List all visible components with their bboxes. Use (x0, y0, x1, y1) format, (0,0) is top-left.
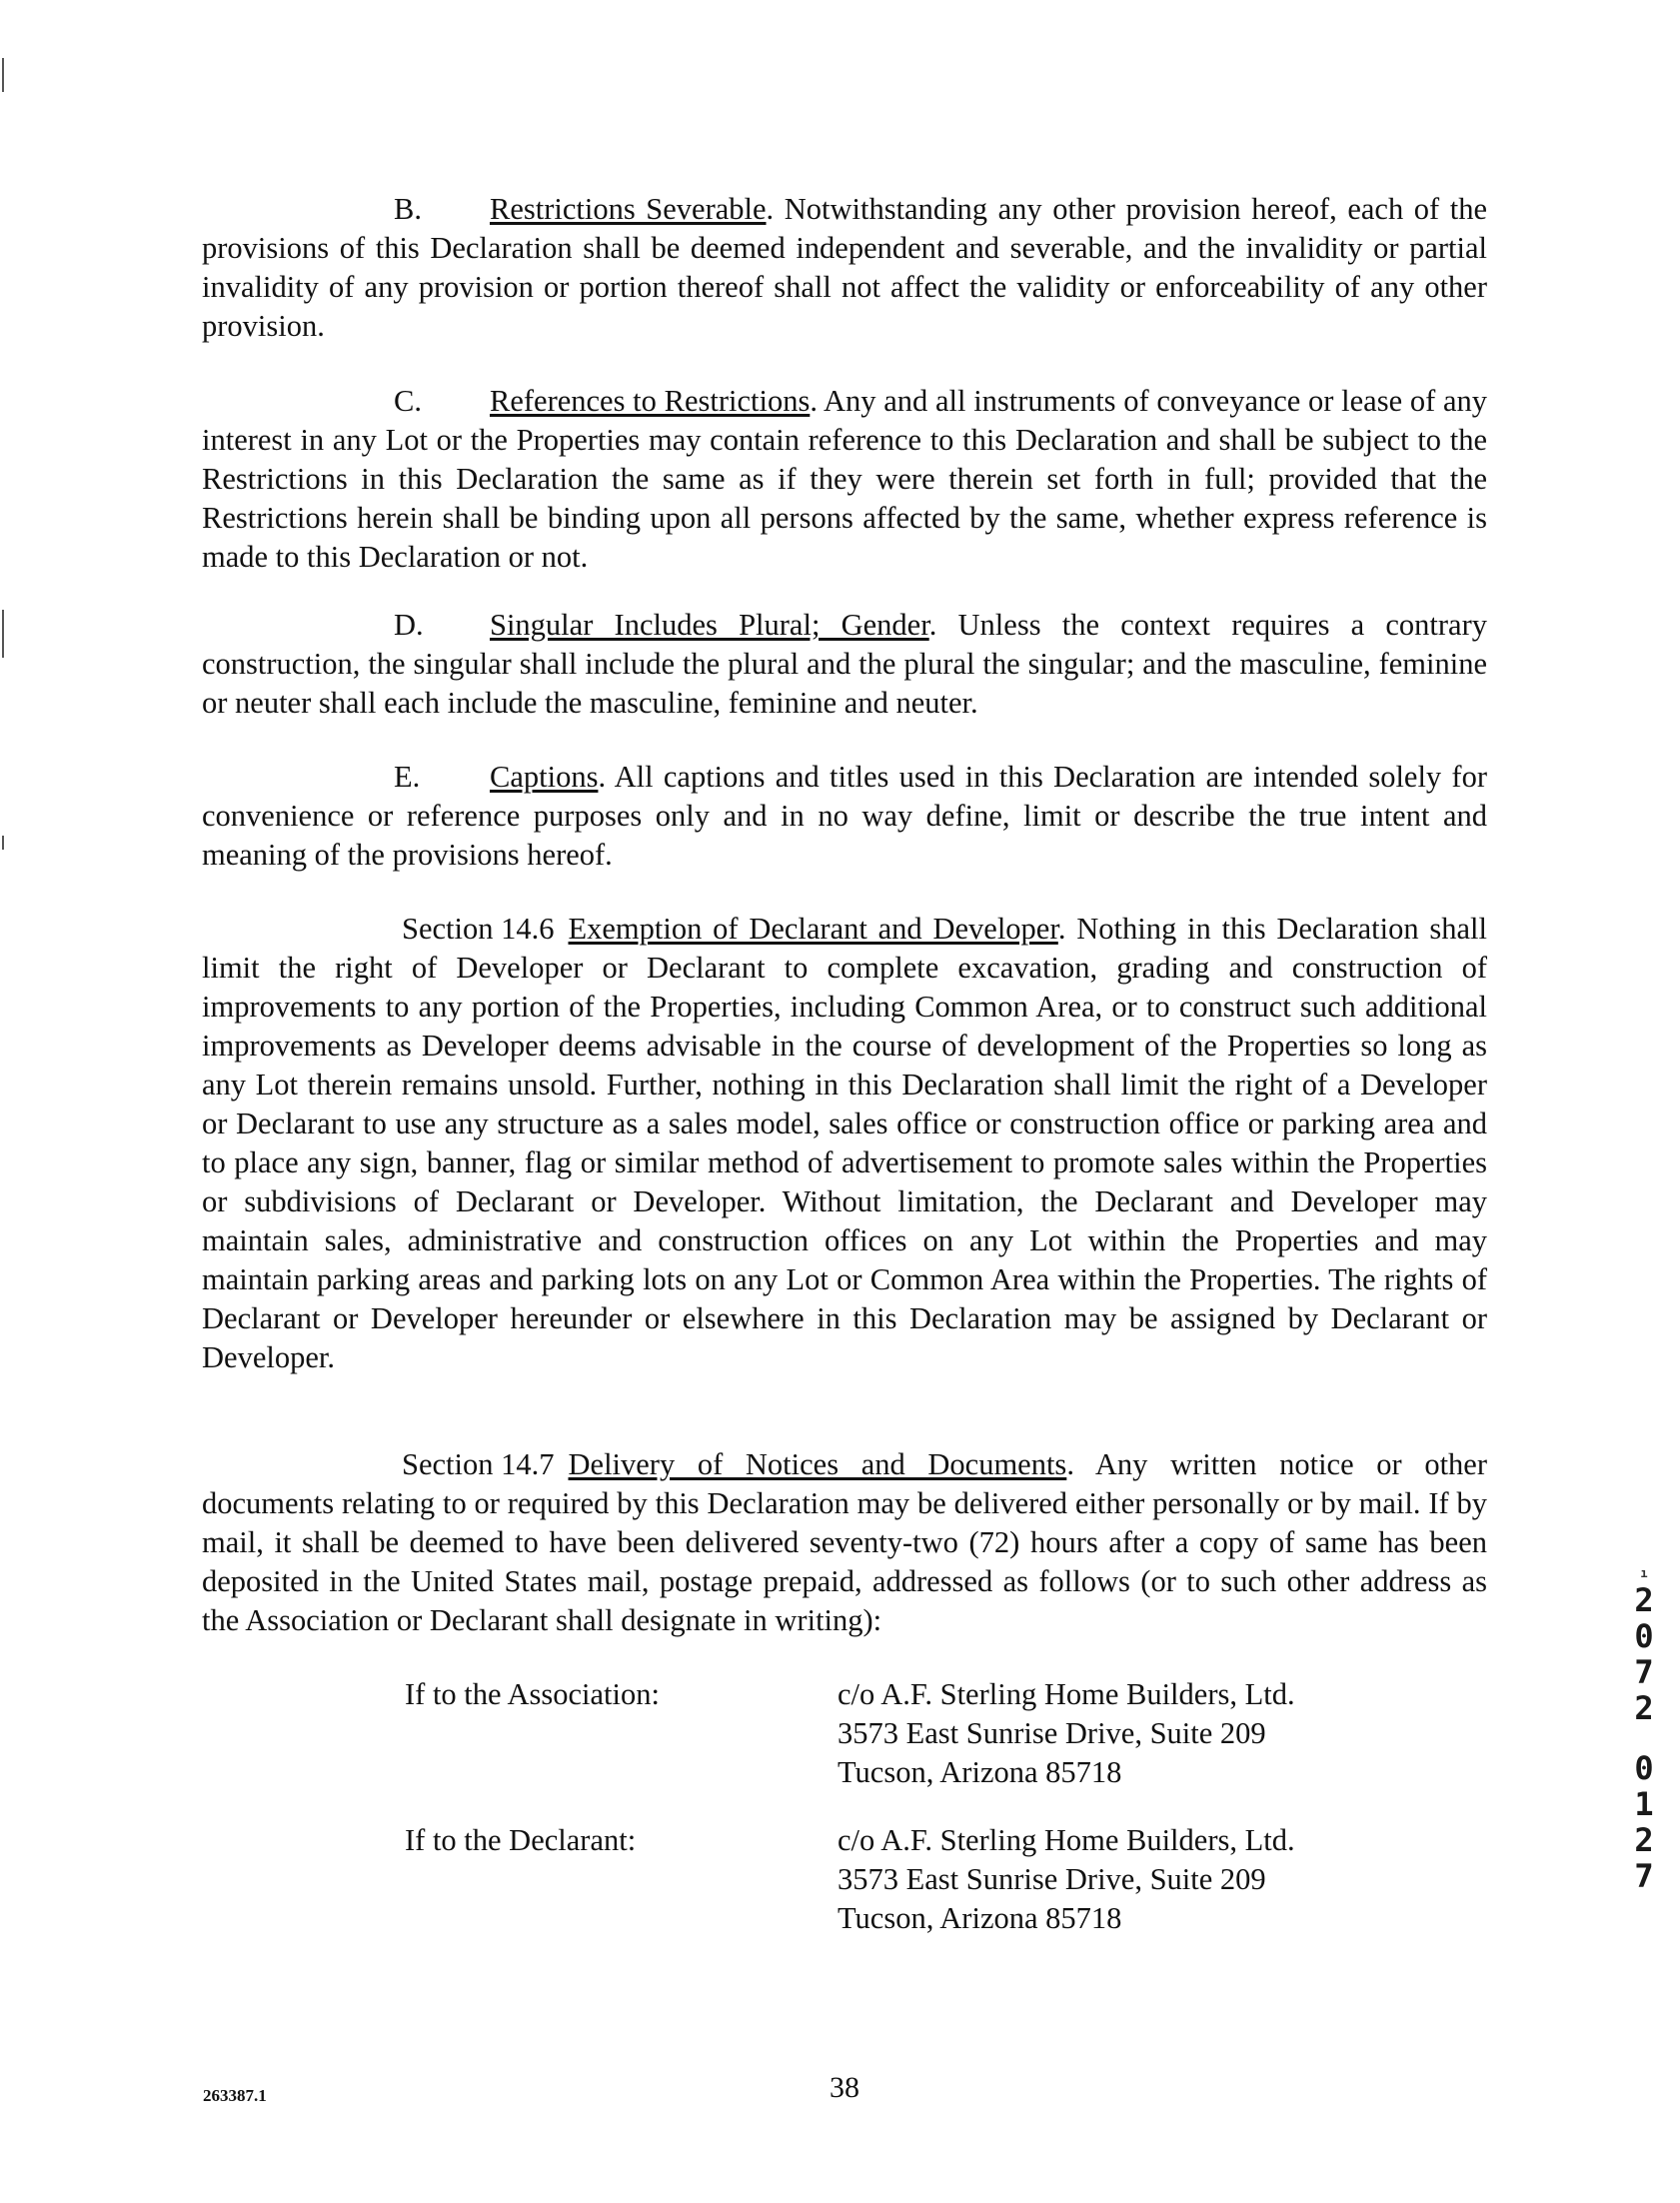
paragraph-heading: Singular Includes Plural; Gender (490, 608, 929, 642)
stamp-digit: 2 (1634, 1581, 1654, 1619)
paragraph-e (202, 758, 1487, 875)
scan-edge-mark (2, 610, 4, 658)
address-declarant (838, 1821, 1295, 1938)
stamp-digit: 7 (1634, 1857, 1654, 1895)
address-line: 3573 East Sunrise Drive, Suite 209 (838, 1862, 1266, 1896)
address-label-association: If to the Association: (405, 1677, 660, 1711)
section-number: Section 14.6 (402, 912, 555, 946)
paragraph-letter: C. (394, 384, 422, 418)
paragraph-letter: B. (394, 192, 422, 226)
section-14-6 (202, 910, 1487, 1377)
section-number: Section 14.7 (402, 1447, 555, 1481)
address-line: Tucson, Arizona 85718 (838, 1755, 1122, 1789)
paragraph-letter: E. (394, 760, 421, 794)
document-id: 263387.1 (203, 2086, 267, 2105)
stamp-digit: 0 (1634, 1617, 1654, 1655)
paragraph-text: . Notwithstanding any other provision hereof, each of the provisions of this Declaration shall be deemed independent and severable, and the invalidity or partial invalidity of any provision or portion thereof shall not affect the validity or enforceability of any other provision. (202, 192, 1487, 343)
paragraph-heading: Captions (490, 760, 599, 794)
recording-stamp (1624, 1564, 1664, 1894)
stamp-digit: 0 (1634, 1749, 1654, 1787)
address-line: c/o A.F. Sterling Home Builders, Ltd. (838, 1823, 1295, 1857)
scan-edge-mark (2, 58, 4, 92)
address-association (838, 1675, 1295, 1792)
address-line: 3573 East Sunrise Drive, Suite 209 (838, 1716, 1266, 1750)
stamp-digit: 2 (1634, 1821, 1654, 1859)
section-text: . Nothing in this Declaration shall limit the right of Developer or Declarant to complete excavation, grading and construction of improvements to any portion of the Properties, including Common Area, or to construct such additional improvements as Developer deems advisable in the course of development of the Properties so long as any Lot therein remains unsold. Further, nothing in this Declaration shall limit the right of a Developer or Declarant to use any structure as a sales model, sales office or construction office or parking area and to place any sign, banner, flag or similar method of advertisement to promote sales within the Properties or subdivisions of Declarant or Developer. Without limitation, the Declarant and Developer may maintain sales, administrative and construction offices on any Lot within the Properties and may maintain parking areas and parking lots on any Lot or Common Area within the Properties. The rights of Declarant or Developer hereunder or elsewhere in this Declaration may be assigned by Declarant or Developer. (202, 912, 1488, 1374)
address-line: c/o A.F. Sterling Home Builders, Ltd. (838, 1677, 1295, 1711)
paragraph-text: . Any and all instruments of conveyance or lease of any interest in any Lot or the Properties may contain reference to this Declaration and shall be subject to the Restrictions in this Declaration the same as if they were therein set forth in full; provided that the Restrictions herein shall be binding upon all persons affected by the same, whether express reference is made to this Declaration or not. (202, 384, 1487, 574)
stamp-digit: 2 (1634, 1689, 1654, 1727)
scan-edge-mark (2, 836, 4, 850)
section-text: . Any written notice or other documents relating to or required by this Declaration may be delivered either personally or by mail. If by mail, it shall be deemed to have been delivered seventy-two (72) hours after a copy of same has been deposited in the United States mail, postage prepaid, addressed as follows (or to such other address as the Association or Declarant shall designate in writing): (202, 1447, 1487, 1637)
address-label-declarant: If to the Declarant: (405, 1823, 637, 1857)
stamp-mark: ı (1640, 1566, 1648, 1580)
stamp-gap (1624, 1726, 1664, 1750)
paragraph-heading: Restrictions Severable (490, 192, 767, 226)
stamp-digit: 7 (1634, 1653, 1654, 1691)
paragraph-text: . Unless the context requires a contrary construction, the singular shall include the plural and the plural the singular; and the masculine, feminine or neuter shall each include the masculine, feminine and neuter. (202, 608, 1487, 720)
paragraph-letter: D. (394, 608, 424, 642)
section-heading: Delivery of Notices and Documents (568, 1447, 1067, 1481)
page-number: 38 (830, 2071, 859, 2104)
paragraph-text: . All captions and titles used in this Declaration are intended solely for convenience or reference purposes only and in no way define, limit or describe the true intent and meaning of the provisions hereof. (202, 760, 1487, 872)
section-heading: Exemption of Declarant and Developer (568, 912, 1058, 946)
section-14-7 (202, 1445, 1487, 1640)
address-line: Tucson, Arizona 85718 (838, 1901, 1122, 1935)
paragraph-d (202, 606, 1487, 723)
paragraph-c (202, 382, 1487, 577)
paragraph-heading: References to Restrictions (490, 384, 811, 418)
stamp-digit: 1 (1634, 1785, 1654, 1823)
paragraph-b (202, 190, 1487, 346)
